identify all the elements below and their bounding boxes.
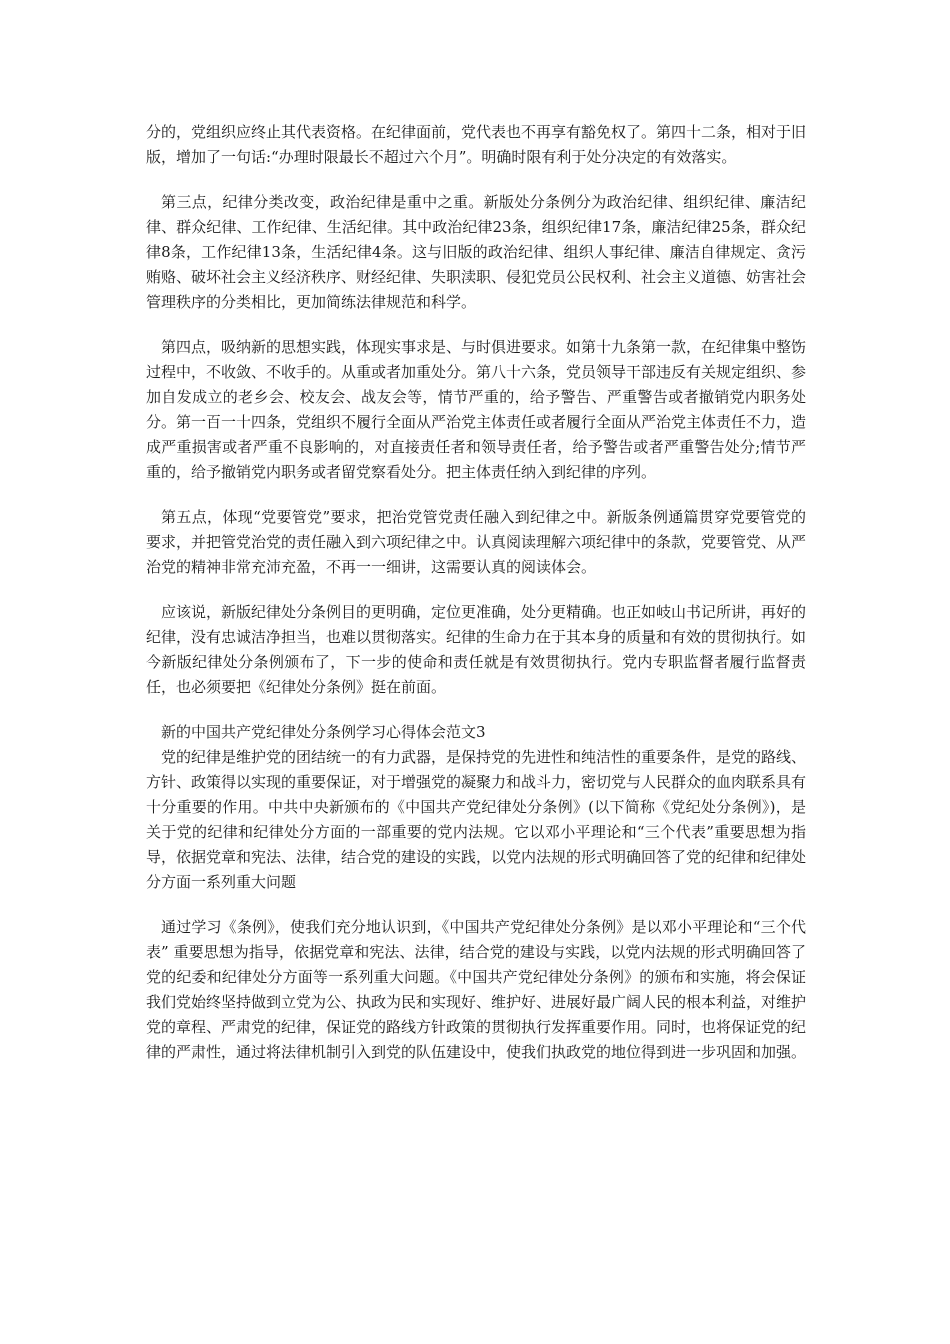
paragraph-point-three: 第三点，纪律分类改变，政治纪律是重中之重。新版处分条例分为政治纪律、组织纪律、廉洁纪律、群众纪律、工作纪律、生活纪律。其中政治纪律23条，组织纪律17条，廉洁纪律25条，群众纪律8条，工作纪律13条，生活纪律4条。这与旧版的政治纪律、组织人事纪律、廉洁自律规定、贪污贿赂、破坏社会主义经济秩序、财经纪律、失职渎职、侵犯党员公民权利、社会主义道德、妨害社会管理秩序的分类相比，更加简练法律规范和科学。 xyxy=(146,193,807,311)
paragraph-party-discipline: 党的纪律是维护党的团结统一的有力武器，是保持党的先进性和纯洁性的重要条件，是党的路线、方针、政策得以实现的重要保证，对于增强党的凝聚力和战斗力，密切党与人民群众的血肉联系具有十分重要的作用。中共中央新颁布的《中国共产党纪律处分条例》(以下简称《党纪处分条例》)，是关于党的纪律和纪律处分方面的一部重要的党内法规。它以邓小平理论和“三个代表”重要思想为指导，依据党章和宪法、法律，结合党的建设的实践，以党内法规的形式明确回答了党的纪律和纪律处分方面一系列重大问题 xyxy=(146,748,807,891)
paragraph-continuation: 分的，党组织应终止其代表资格。在纪律面前，党代表也不再享有豁免权了。第四十二条，相对于旧版，增加了一句话:“办理时限最长不超过六个月”。明确时限有利于处分决定的有效落实。 xyxy=(146,123,807,166)
document-page xyxy=(146,120,806,1085)
section-heading: 新的中国共产党纪律处分条例学习心得体会范文3 xyxy=(161,723,486,741)
paragraph-conclusion: 应该说，新版纪律处分条例目的更明确，定位更准确，处分更精确。也正如岐山书记所讲，再好的纪律，没有忠诚洁净担当，也难以贯彻落实。纪律的生命力在于其本身的质量和有效的贯彻执行。如今新版纪律处分条例颁布了，下一步的使命和责任就是有效贯彻执行。党内专职监督者履行监督责任，也必须要把《纪律处分条例》挺在前面。 xyxy=(146,603,807,696)
paragraph-study-regulations: 通过学习《条例》，使我们充分地认识到，《中国共产党纪律处分条例》是以邓小平理论和“三个代表” 重要思想为指导，依据党章和宪法、法律，结合党的建设与实践，以党内法规的形式明确回答了党的纪委和纪律处分方面等一系列重大问题。《中国共产党纪律处分条例》的颁布和实施，将会保证我们党始终坚持做到立党为公、执政为民和实现好、维护好、进展好最广阔人民的根本利益，对维护党的章程、严肃党的纪律，保证党的路线方针政策的贯彻执行发挥重要作用。同时，也将保证党的纪律的严肃性，通过将法律机制引入到党的队伍建设中，使我们执政党的地位得到进一步巩固和加强。 xyxy=(146,918,807,1061)
paragraph-point-four: 第四点，吸纳新的思想实践，体现实事求是、与时俱进要求。如第十九条第一款，在纪律集中整饬过程中，不收敛、不收手的。从重或者加重处分。第八十六条，党员领导干部违反有关规定组织、参加自发成立的老乡会、校友会、战友会等，情节严重的，给予警告、严重警告或者撤销党内职务处分。第一百一十四条，党组织不履行全面从严治党主体责任或者履行全面从严治党主体责任不力，造成严重损害或者严重不良影响的，对直接责任者和领导责任者，给予警告或者严重警告处分;情节严重的，给予撤销党内职务或者留党察看处分。把主体责任纳入到纪律的序列。 xyxy=(146,338,807,481)
paragraph-point-five: 第五点，体现“党要管党”要求，把治党管党责任融入到纪律之中。新版条例通篇贯穿党要管党的要求，并把管党治党的责任融入到六项纪律之中。认真阅读理解六项纪律中的条款，党要管党、从严治党的精神非常充沛充盈，不再一一细讲，这需要认真的阅读体会。 xyxy=(146,508,807,576)
